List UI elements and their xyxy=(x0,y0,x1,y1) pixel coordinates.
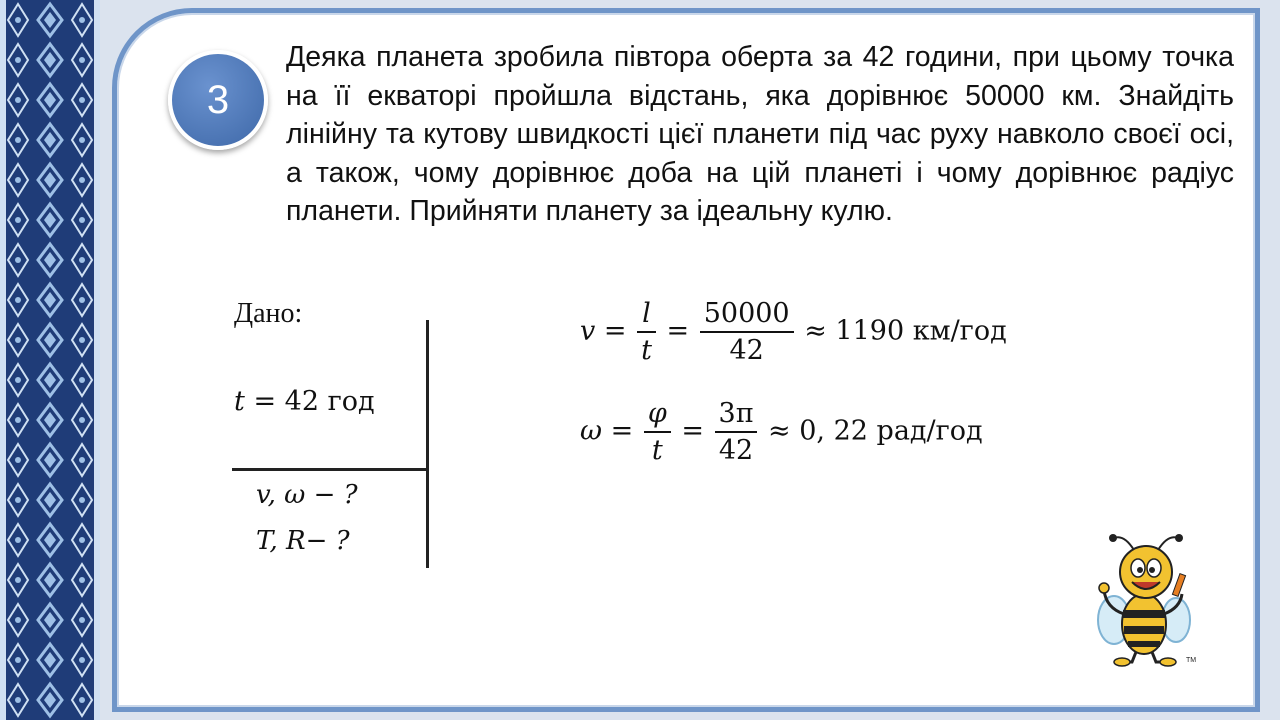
v-frac2-num: 50000 xyxy=(703,298,790,329)
trademark-label: TM xyxy=(1186,657,1197,664)
embroidery-ornament-border xyxy=(0,0,100,720)
find-period-radius: T, R− ? xyxy=(256,526,350,556)
v-frac2-den: 42 xyxy=(700,331,794,366)
v-fraction-1 xyxy=(639,298,654,366)
bee-mascot-icon xyxy=(1088,528,1200,668)
given-time-value: = 42 год xyxy=(244,386,375,417)
problem-number-badge: 3 xyxy=(168,50,268,150)
w-frac2-den: 42 xyxy=(715,431,758,466)
v-frac1-num: l xyxy=(642,298,651,329)
problem-text: Деяка планета зробила півтора оберта за 42 години, при цьому точка на її екваторі пройшла відстань, яка дорівнює 50000 км. Знайдіть лінійну та кутову швидкості цієї планети під час руху навколо своєї осі, а також, чому дорівнює доба на цій планеті і чому дорівнює радіус планети. Прийняти планету за ідеальну кулю. xyxy=(286,41,1234,227)
given-divider-vertical xyxy=(426,320,429,568)
v-eq2: = xyxy=(657,315,698,347)
w-fraction-1 xyxy=(646,398,669,466)
w-frac1-den: t xyxy=(644,431,671,466)
formula-linear-velocity xyxy=(580,298,1007,366)
w-frac1-num: φ xyxy=(647,398,667,429)
w-eq2: = xyxy=(672,415,713,447)
w-eq1: = xyxy=(602,415,642,447)
given-divider-horizontal xyxy=(232,468,428,471)
w-result: ≈ 0, 22 рад/год xyxy=(759,415,983,447)
v-eq1: = xyxy=(595,315,636,347)
given-title: Дано: xyxy=(234,298,303,329)
v-result: ≈ 1190 км/год xyxy=(795,315,1007,347)
v-fraction-2 xyxy=(702,298,792,366)
v-lhs: v xyxy=(580,315,596,347)
v-frac1-den: t xyxy=(637,331,656,366)
w-frac2-num: 3π xyxy=(718,398,754,429)
formula-angular-velocity xyxy=(580,398,983,466)
w-lhs: ω xyxy=(580,415,603,447)
find-velocities: v, ω − ? xyxy=(256,480,358,510)
w-fraction-2 xyxy=(717,398,756,466)
given-time-var: t xyxy=(234,386,245,417)
given-time xyxy=(234,386,375,417)
